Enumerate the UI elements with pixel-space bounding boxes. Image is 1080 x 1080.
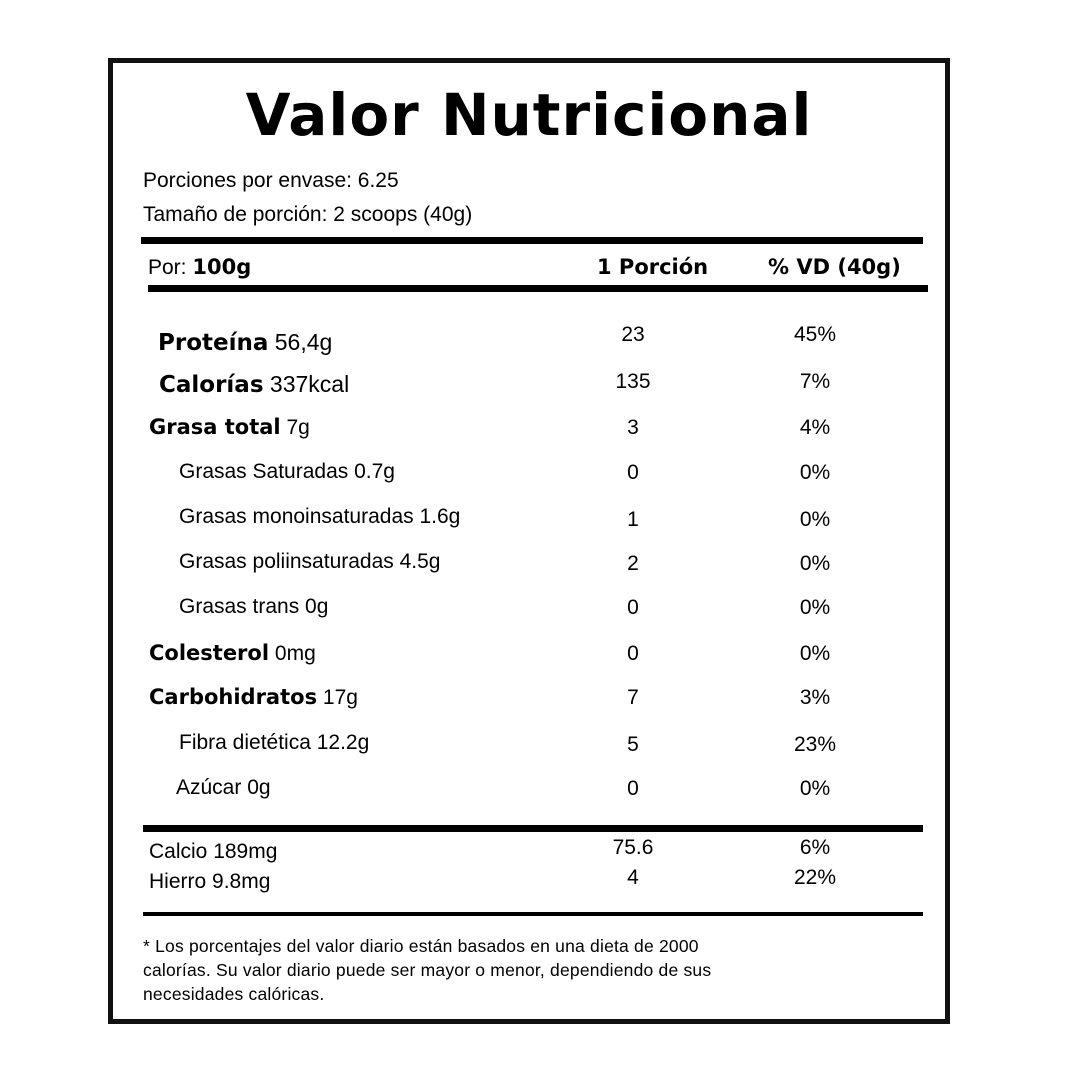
nutrient-amount: 7g	[286, 416, 310, 439]
daily-value: 45%	[793, 323, 837, 346]
portion-value: 7	[627, 686, 639, 709]
nutrient-name: Grasas monoinsaturadas 1.6g	[179, 505, 461, 528]
nutrient-name	[149, 641, 316, 666]
portion-value: 0	[627, 642, 639, 665]
daily-value: 3%	[799, 686, 831, 709]
daily-value: 0%	[799, 596, 831, 619]
nutrient-amount: 0mg	[274, 642, 316, 665]
serving-size: Tamaño de porción: 2 scoops (40g)	[143, 203, 473, 226]
portion-value: 75.6	[612, 836, 654, 859]
nutrient-name: Grasas Saturadas 0.7g	[179, 460, 395, 483]
portion-value: 4	[627, 866, 639, 889]
nutrient-name: Grasas trans 0g	[179, 595, 329, 618]
footnote-line: * Los porcentajes del valor diario están basados en una dieta de 2000	[143, 936, 699, 956]
nutrient-name	[159, 371, 349, 398]
dv-column-header: % VD (40g)	[768, 255, 901, 279]
portion-value: 5	[627, 733, 639, 756]
portion-value: 2	[627, 552, 639, 575]
nutrient-name: Grasas poliinsaturadas 4.5g	[179, 550, 441, 573]
nutrient-label: Carbohidratos	[149, 685, 318, 709]
nutrient-name: Fibra dietética 12.2g	[179, 731, 370, 754]
nutrient-amount: 337kcal	[269, 371, 350, 397]
nutrient-name	[149, 685, 358, 710]
thick-divider-header	[148, 285, 928, 292]
per-label: Por: 100g	[148, 255, 252, 279]
portion-column-header: 1 Porción	[597, 255, 709, 279]
daily-value: 6%	[799, 836, 831, 859]
footnote-line: necesidades calóricas.	[143, 984, 325, 1004]
mineral-name: Calcio 189mg	[149, 840, 278, 863]
thick-divider-minerals	[143, 825, 923, 832]
nutrient-name	[149, 415, 310, 440]
daily-value: 7%	[799, 370, 831, 393]
portion-value: 0	[627, 461, 639, 484]
nutrient-name	[158, 329, 332, 356]
portion-value: 23	[621, 323, 645, 346]
daily-value: 22%	[793, 866, 837, 889]
divider-footnote	[143, 912, 923, 916]
portion-value: 135	[615, 370, 651, 393]
nutrient-label: Calorías	[159, 372, 264, 398]
label-title: Valor Nutricional	[245, 81, 813, 149]
portion-value: 0	[627, 777, 639, 800]
nutrient-label: Grasa total	[149, 415, 281, 439]
daily-value: 23%	[793, 733, 837, 756]
daily-value: 0%	[799, 552, 831, 575]
nutrient-amount: 56,4g	[274, 329, 333, 355]
nutrition-label	[108, 58, 950, 1024]
daily-value: 0%	[799, 777, 831, 800]
nutrient-amount: 17g	[322, 686, 358, 709]
daily-value: 0%	[799, 461, 831, 484]
portion-value: 3	[627, 416, 639, 439]
portion-value: 1	[627, 508, 639, 531]
thick-divider-top	[141, 237, 923, 244]
portion-value: 0	[627, 596, 639, 619]
nutrient-name: Azúcar 0g	[176, 776, 271, 799]
daily-value: 0%	[799, 642, 831, 665]
nutrient-label: Proteína	[158, 330, 269, 356]
servings-per-container: Porciones por envase: 6.25	[143, 169, 399, 192]
daily-value: 4%	[799, 416, 831, 439]
mineral-name: Hierro 9.8mg	[149, 870, 271, 893]
footnote	[143, 934, 711, 1006]
nutrient-label: Colesterol	[149, 641, 270, 665]
daily-value: 0%	[799, 508, 831, 531]
footnote-line: calorías. Su valor diario puede ser mayor o menor, dependiendo de sus	[143, 960, 712, 980]
